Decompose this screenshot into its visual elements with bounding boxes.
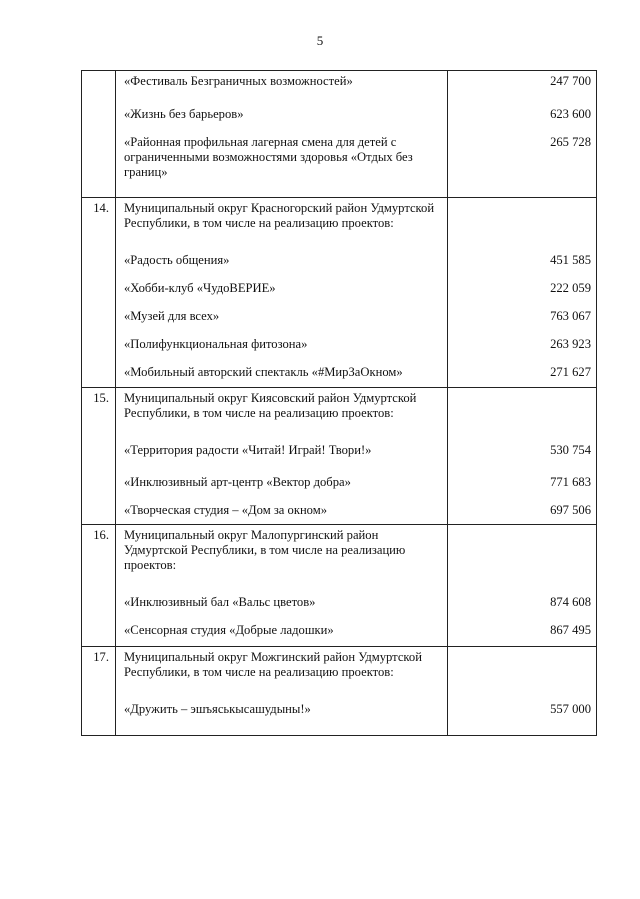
project-amount: 697 506: [448, 490, 597, 525]
project-name: «Радость общения»: [116, 241, 448, 268]
page-number: 5: [316, 33, 324, 48]
district-amount: [448, 388, 597, 432]
table-row: [82, 490, 597, 525]
table-row: [82, 71, 597, 95]
table-row: [82, 198, 597, 242]
district-name: Муниципальный округ Красногорский район Удмуртской Республики, в том числе на реализацию проектов:: [116, 198, 448, 242]
project-amount: 623 600: [448, 94, 597, 122]
project-name: «Территория радости «Читай! Играй! Твори!»: [116, 431, 448, 462]
row-number: [82, 296, 116, 324]
row-number: [82, 94, 116, 122]
table-row: [82, 388, 597, 432]
row-number: 17.: [82, 647, 116, 691]
row-number: 15.: [82, 388, 116, 432]
project-amount: 265 728: [448, 122, 597, 198]
table-row: [82, 525, 597, 584]
row-number: 16.: [82, 525, 116, 584]
project-name: «Хобби-клуб «ЧудоВЕРИЕ»: [116, 268, 448, 296]
project-amount: 771 683: [448, 462, 597, 490]
table-row: [82, 296, 597, 324]
district-name: Муниципальный округ Можгинский район Удмуртской Республики, в том числе на реализацию проектов:: [116, 647, 448, 691]
district-amount: [448, 525, 597, 584]
project-amount: 271 627: [448, 352, 597, 388]
project-amount: 530 754: [448, 431, 597, 462]
table-row: [82, 690, 597, 736]
project-name: «Мобильный авторский спектакль «#МирЗаОкном»: [116, 352, 448, 388]
district-amount: [448, 647, 597, 691]
table-row: [82, 583, 597, 610]
row-number: [82, 352, 116, 388]
row-number: [82, 690, 116, 736]
row-number: [82, 71, 116, 95]
row-number: [82, 431, 116, 462]
table-row: [82, 268, 597, 296]
row-number: [82, 490, 116, 525]
project-amount: 763 067: [448, 296, 597, 324]
table-row: [82, 352, 597, 388]
project-amount: 451 585: [448, 241, 597, 268]
row-number: 14.: [82, 198, 116, 242]
row-number: [82, 462, 116, 490]
row-number: [82, 324, 116, 352]
table-row: [82, 324, 597, 352]
project-amount: 222 059: [448, 268, 597, 296]
project-name: «Инклюзивный арт-центр «Вектор добра»: [116, 462, 448, 490]
project-amount: 263 923: [448, 324, 597, 352]
table-row: [82, 431, 597, 462]
project-name: «Фестиваль Безграничных возможностей»: [116, 71, 448, 95]
table-row: [82, 241, 597, 268]
project-name: «Жизнь без барьеров»: [116, 94, 448, 122]
table-row: [82, 462, 597, 490]
row-number: [82, 268, 116, 296]
district-amount: [448, 198, 597, 242]
project-name: «Музей для всех»: [116, 296, 448, 324]
project-name: «Сенсорная студия «Добрые ладошки»: [116, 610, 448, 647]
row-number: [82, 122, 116, 198]
project-amount: 874 608: [448, 583, 597, 610]
table-row: [82, 647, 597, 691]
project-name: «Дружить – эшъяськысашудыны!»: [116, 690, 448, 736]
project-amount: 867 495: [448, 610, 597, 647]
table-row: [82, 610, 597, 647]
project-name: «Полифункциональная фитозона»: [116, 324, 448, 352]
row-number: [82, 241, 116, 268]
table-row: [82, 94, 597, 122]
row-number: [82, 583, 116, 610]
project-name: «Инклюзивный бал «Вальс цветов»: [116, 583, 448, 610]
allocation-table: [81, 70, 597, 736]
district-name: Муниципальный округ Киясовский район Удмуртской Республики, в том числе на реализацию проектов:: [116, 388, 448, 432]
project-name: «Районная профильная лагерная смена для детей с ограниченными возможностями здоровья «Отдых без границ»: [116, 122, 448, 198]
project-amount: 557 000: [448, 690, 597, 736]
project-amount: 247 700: [448, 71, 597, 95]
row-number: [82, 610, 116, 647]
district-name: Муниципальный округ Малопургинский район Удмуртской Республики, в том числе на реализацию проектов:: [116, 525, 448, 584]
project-name: «Творческая студия – «Дом за окном»: [116, 490, 448, 525]
table-row: [82, 122, 597, 198]
